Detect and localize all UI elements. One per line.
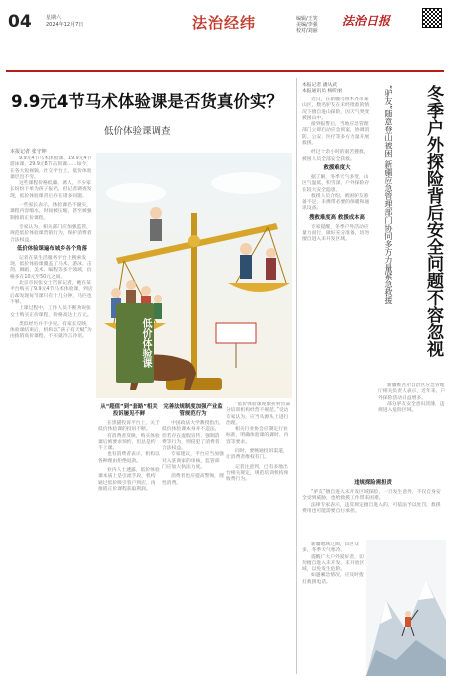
paragraph: 救援人员介绍，被困驴友准备不足，未携带必要的保暖和通讯设备。 xyxy=(302,193,370,212)
editor-credits xyxy=(296,16,318,34)
paragraph: 中国政法大学教授指出，低价体验课本身并不违法，但若存在虚假宣传、强制消费等行为，则侵犯了消费者合法权益。 xyxy=(162,421,224,452)
page-header xyxy=(6,6,444,50)
paragraph: 据了解，冬季天气多变，山区气温低、积雪深，户外探险存在较大安全隐患。 xyxy=(302,174,370,193)
paragraph: 9.9元4节马术体验课、19.9元4节游泳课、29.9元8节击剑课……如今，在各大短视频、社交平台上，低价体验课层出不穷。 xyxy=(10,156,92,180)
section-subhead: 违规探险需担责 xyxy=(354,480,392,486)
illustration-tag: 低价体验课 xyxy=(116,303,154,383)
date-block xyxy=(46,15,83,29)
paragraph: 业内人士透露，低价体验课本质上是引流手段，机构通过低价吸引客户到店，再推销正价课程获取利润。 xyxy=(98,468,160,492)
paragraph: 专家提醒，冬季户外活动应量力而行，做好充分准备，切勿擅自进入未开发区域。 xyxy=(302,224,370,243)
section-subhead: 搜救难度高 救援成本高 xyxy=(309,214,365,221)
paragraph: 上课过程中，工作人员不断劝说张女士购买正价课程，价格高达上万元。 xyxy=(10,306,92,318)
paragraph: 一些家长表示，体验课名不副实，课程内容缩水，时间被压缩，甚至被强制推销正价课程。 xyxy=(10,203,92,221)
left-column-2 xyxy=(98,402,160,668)
right-story-byline xyxy=(302,83,342,95)
paragraph: 记者在某生活服务平台上搜索发现，低价体验课覆盖了马术、游泳、击剑、舞蹈、美术、编程等多个领域，价格多在10元至50元之间。 xyxy=(10,255,92,280)
left-story-subtitle: 低价体验课调查 xyxy=(104,126,171,137)
left-story-title: 9.9元4节马术体验课是否货真价实？ xyxy=(11,92,283,111)
right-story-headline: 冬季户外探险背后安全问题不容忽视 xyxy=(423,85,443,357)
byline-correspondent: 本报通讯员 杨昕丽 xyxy=(302,89,342,94)
right-column-1 xyxy=(302,97,372,473)
qr-code-icon xyxy=(422,8,442,28)
paragraph: “驴友”擅自进入未开发区域探险，一旦发生意外，不仅自身安全受到威胁，也给救援工作带来困难。 xyxy=(302,490,441,502)
paragraph: 同时，要畅通投诉渠道，让消费者维权有门。 xyxy=(226,449,288,461)
right-bottom-block xyxy=(302,478,444,536)
cartoon-illustration xyxy=(96,153,292,398)
paragraph: 类似经历并不少见。有家长反映，体验课结束后，机构以“孩子有天赋”为由推销高价课程，不买就冷言冷语。 xyxy=(10,321,92,340)
paragraph: 法律专家表示，违反规定擅自进入的，可依法予以处罚，救援费用也可能需要自行承担。 xyxy=(302,502,441,514)
paragraph: 近日，在新疆乌鲁木齐市某山区，数名驴友在未经批准的情况下擅自进山探险，因天气突变被困山中。 xyxy=(302,97,370,121)
paragraph: 接到报警后，当地应急管理部门立即启动应急预案，协调消防、公安、医疗等多方力量开展救援。 xyxy=(302,122,370,147)
paragraph: 相关行业协会应制定行业标准，明确体验课的课时、内容等要求。 xyxy=(226,427,289,445)
column-divider xyxy=(296,78,297,674)
paragraph: “低价体验课现象折射出部分培训机构经营不规范。”受访专家认为，应当从源头上进行治理。 xyxy=(226,402,291,426)
section-subhead: 低价体验课遍布城乡各个角落 xyxy=(16,245,88,252)
left-story-byline: 本报记者 张守坤 xyxy=(10,149,47,155)
paragraph: 专家认为，相关部门应加强监管，规范低价体验课营销行为，保护消费者合法权益。 xyxy=(10,224,92,243)
climber-illustration xyxy=(366,540,446,676)
designer-line: 美编/李强 xyxy=(296,22,318,28)
section-subhead: 从“超值”到“套路”相关投诉屡见不鲜 xyxy=(100,404,158,417)
page-number: 04 xyxy=(8,12,32,32)
paragraph: 经过十余小时的艰苦搜救，被困人员全部安全获救。 xyxy=(302,150,369,162)
proofreader-line: 校对/刘丽 xyxy=(296,28,318,34)
editor-line: 编辑/王笑 xyxy=(296,16,318,22)
paragraph: 北京市民张女士告诉记者，她在某平台购买了9.9元4节马术体验课，到店后却发现每节课只有十几分钟，马匹也不够。 xyxy=(10,281,93,305)
paragraph: 如遇紧急情况，应及时拨打救援电话。 xyxy=(302,573,364,585)
mountain-illustration xyxy=(366,540,446,676)
paragraph: 有消费者反映，购买体验课后被要求预约，但总是约不上课。 xyxy=(98,433,160,452)
left-column-1 xyxy=(10,156,94,664)
paragraph: 新疆地域辽阔，山区众多，冬季天气寒冷。 xyxy=(302,542,359,554)
paragraph: 新疆维吾尔自治区应急管理厅相关负责人表示，近年来，户外探险活动日益增多。 xyxy=(378,383,446,401)
paragraph: 部分驴友安全意识淡薄，违规进入危险区域。 xyxy=(378,401,445,414)
paragraph: 这些课程价格低廉、诱人，不少家长纷纷下单为孩子报名，但记者调查发现，低价体验课背后存在诸多问题。 xyxy=(10,181,92,199)
newspaper-logo: 法治日报 xyxy=(342,14,391,28)
byline-reporter: 本报记者 潘从武 xyxy=(302,83,338,88)
right-final-column xyxy=(302,542,366,672)
left-column-4 xyxy=(226,402,292,668)
paragraph: 在黑猫投诉平台上，关于低价体验课的投诉不断。 xyxy=(98,421,160,433)
right-column-2 xyxy=(378,383,446,473)
section-title: 法治经纬 xyxy=(192,14,257,32)
paragraph: 专家建议，平台应当加强对入驻商家的审核，监管部门应加大执法力度。 xyxy=(162,452,224,471)
right-story-subhead: “驴友”随意登山被困 新疆应急管理部门协同多方力量紧急救援 xyxy=(384,85,393,304)
section-subhead: 救援难度大 xyxy=(323,164,351,171)
paragraph: 消费者也应提高警惕，理性消费。 xyxy=(162,474,224,486)
header-rule xyxy=(6,70,444,72)
issue-date: 2024年12月7日 xyxy=(46,22,84,28)
paragraph: 记者注意到，已有多地出台相关规定，规范培训机构预收费行为。 xyxy=(226,464,289,483)
left-column-3 xyxy=(162,402,224,668)
section-subhead: 完善法规制度加强产业监管规范行为 xyxy=(163,404,223,417)
paragraph: 提醒广大户外爱好者，切勿擅自进入未开发、未开放区域，以免发生危险。 xyxy=(302,554,365,573)
paragraph: 也有消费者表示，机构以各种理由拒绝退款。 xyxy=(98,452,160,464)
weekday: 星期六 xyxy=(46,15,62,21)
